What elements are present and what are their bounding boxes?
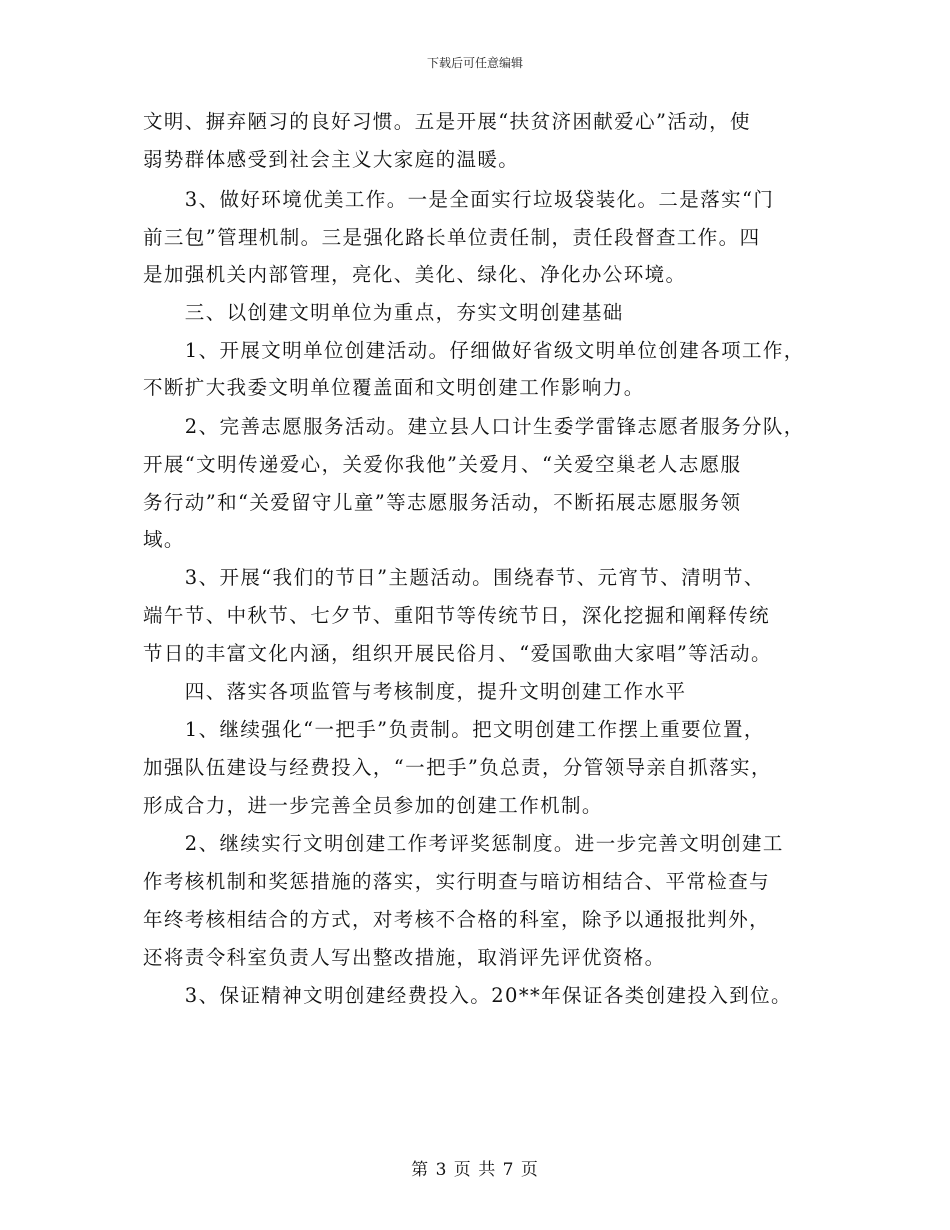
- page-header: 下载后可任意编辑: [426, 56, 523, 70]
- text-line: 不断扩大我委文明单位覆盖面和文明创建工作影响力。: [143, 376, 645, 399]
- text-line: 3、做好环境优美工作。一是全面实行垃圾袋装化。二是落实“门: [143, 188, 775, 211]
- text-line: 1、开展文明单位创建活动。仔细做好省级文明单位创建各项工作，: [143, 339, 805, 362]
- section-heading: 三、以创建文明单位为重点，夯实文明创建基础: [143, 301, 624, 324]
- text-line: 作考核机制和奖惩措施的落实，实行明查与暗访相结合、平常检查与: [143, 870, 771, 893]
- text-line: 2、继续实行文明创建工作考评奖惩制度。进一步完善文明创建工: [143, 832, 784, 855]
- text-line: 加强队伍建设与经费投入，“一把手”负总责，分管领导亲自抓落实，: [143, 756, 772, 779]
- text-line: 前三包”管理机制。三是强化路长单位责任制，责任段督查工作。四: [143, 226, 761, 249]
- text-line: 端午节、中秋节、七夕节、重阳节等传统节日，深化挖掘和阐释传统: [143, 604, 771, 627]
- text-line: 务行动”和“关爱留守儿童”等志愿服务活动，不断拓展志愿服务领: [143, 491, 742, 514]
- text-line: 弱势群体感受到社会主义大家庭的温暖。: [143, 148, 520, 171]
- text-line: 年终考核相结合的方式，对考核不合格的科室，除予以通报批判外，: [143, 908, 771, 931]
- text-line: 还将责令科室负责人写出整改措施，取消评先评优资格。: [143, 946, 666, 969]
- text-line: 节日的丰富文化内涵，组织开展民俗月、“爱国歌曲大家唱”等活动。: [143, 642, 772, 665]
- page-footer: 第 3 页 共 7 页: [411, 1160, 539, 1180]
- text-line: 文明、摒弃陋习的良好习惯。五是开展“扶贫济困献爱心”活动，使: [143, 110, 751, 133]
- text-line: 1、继续强化“一把手”负责制。把文明创建工作摆上重要位置，: [143, 718, 765, 741]
- section-heading: 四、落实各项监管与考核制度，提升文明创建工作水平: [143, 680, 687, 703]
- text-line: 3、保证精神文明创建经费投入。20**年保证各类创建投入到位。: [143, 984, 792, 1007]
- text-line: 2、完善志愿服务活动。建立县人口计生委学雷锋志愿者服务分队，: [143, 415, 805, 438]
- text-line: 是加强机关内部管理，亮化、美化、绿化、净化办公环境。: [143, 263, 687, 286]
- text-line: 形成合力，进一步完善全员参加的创建工作机制。: [143, 794, 603, 817]
- text-line: 域。: [143, 528, 185, 551]
- text-line: 3、开展“我们的节日”主题活动。围绕春节、元宵节、清明节、: [143, 566, 765, 589]
- text-line: 开展“文明传递爱心，关爱你我他”关爱月、“关爱空巢老人志愿服: [143, 453, 742, 476]
